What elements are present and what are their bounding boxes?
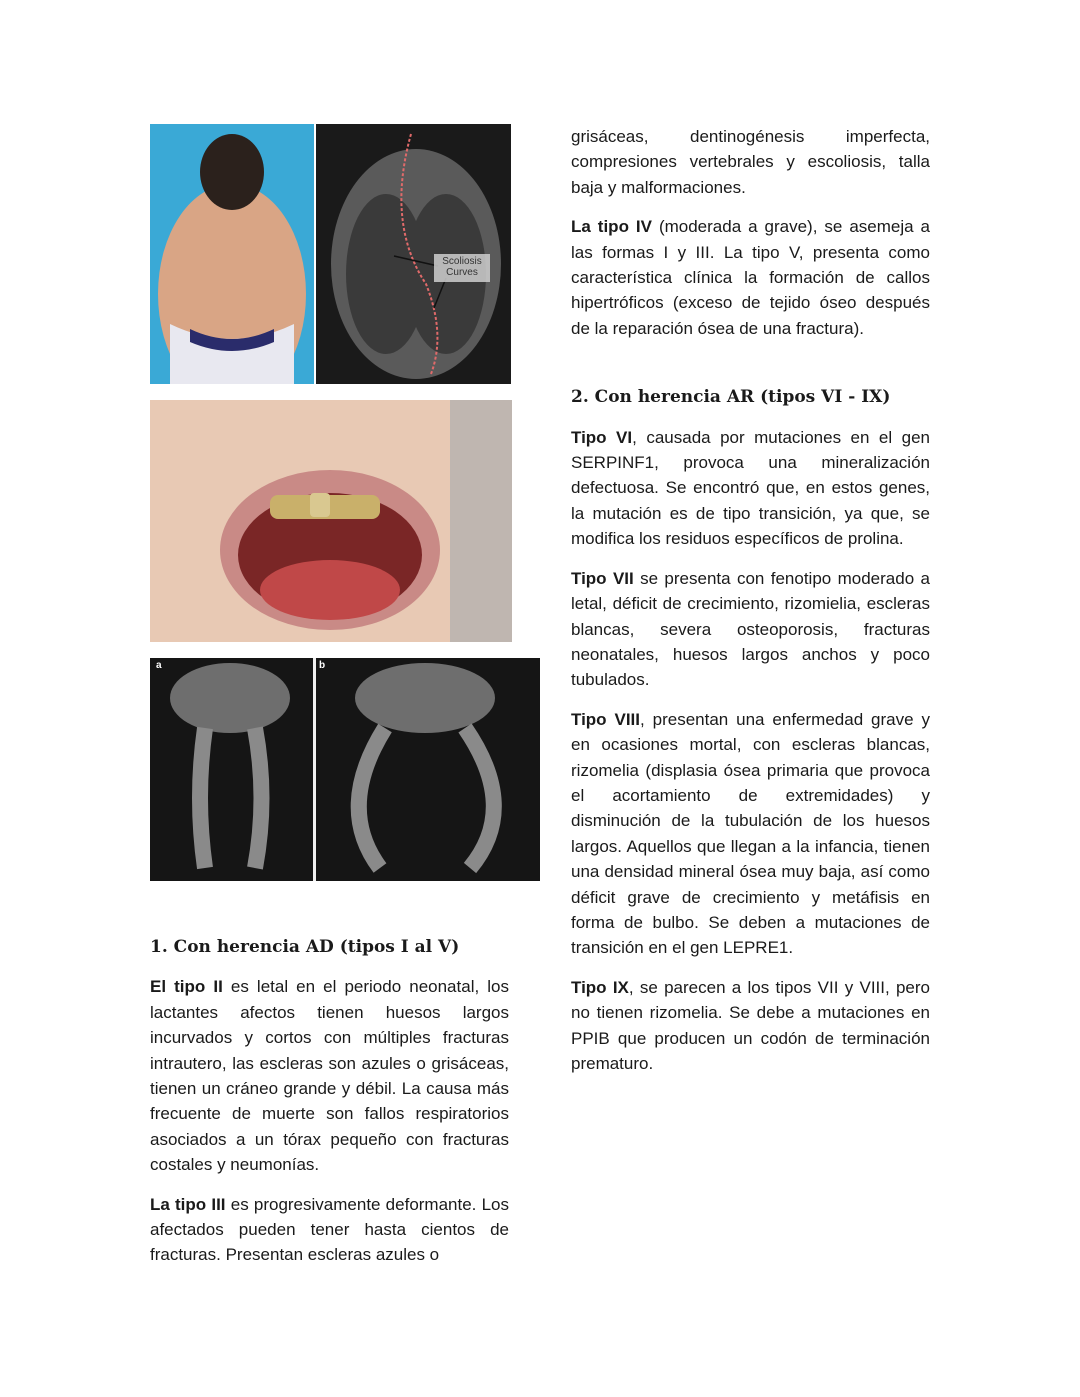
paragraph-tipo-vi [571, 425, 930, 552]
term-tipo-viii: Tipo VIII [571, 709, 640, 729]
term-tipo-ii: El tipo II [150, 977, 223, 997]
text-tipo-vii: se presenta con fenotipo moderado a letal, déficit de crecimiento, rizomielia, escleras blancas, severa osteoporosis, fracturas neonatales, huesos largos anchos y poco tubulados. [571, 568, 930, 690]
text-tipo-vi: , causada por mutaciones en el gen SERPINF1, provoca una mineralización defectuosa. Se encontró que, en estos genes, la mutación es de tipo transición, ya que, se modifica los residuos específicos de prolina. [571, 427, 931, 549]
left-column [150, 935, 509, 1282]
paragraph-tipo-iv [571, 214, 930, 341]
paragraph-tipo-vii [571, 566, 930, 693]
paragraph-continuation: grisáceas, dentinogénesis imperfecta, compresiones vertebrales y escoliosis, talla baja y malformaciones. [571, 127, 930, 197]
section-heading-ad: 1. Con herencia AD (tipos I al V) [150, 937, 460, 957]
term-tipo-vi: Tipo VI [571, 427, 633, 447]
scoliosis-xray [316, 124, 511, 384]
text-tipo-iv: (moderada a grave), se asemeja a las formas I y III. La tipo V, presenta como característica clínica la formación de callos hipertróficos (exceso de tejido óseo después de la reparación ósea de una fractura). [571, 217, 930, 338]
legs-xray [150, 658, 540, 881]
term-tipo-vii: Tipo VII [571, 568, 634, 588]
term-tipo-ix: Tipo IX [571, 977, 629, 997]
scoliosis-curves-label: Scoliosis Curves [442, 256, 482, 278]
text-tipo-ii: es letal en el periodo neonatal, los lactantes afectos tienen huesos largos incurvados y cortos con múltiples fracturas intrautero, las escleras son azules o grisáceas, tienen un cráneo grande y débil. La causa más frecuente de muerte son fallos respiratorios asociados a un tórax pequeño con fracturas costales y neumonías. [150, 977, 509, 1175]
paragraph-tipo-viii [571, 707, 930, 961]
paragraph-tipo-ii [150, 974, 509, 1177]
paragraph-tipo-iii [150, 1192, 509, 1268]
text-tipo-ix: , se parecen a los tipos VII y VIII, pero no tienen rizomelia. Se debe a mutaciones en PPIB que producen un codón de terminación prematuro. [571, 977, 931, 1073]
child-back-photo [150, 124, 314, 384]
panel-b-label: b [319, 660, 326, 671]
text-tipo-iii: es progresivamente deformante. Los afectados pueden tener hasta cientos de fracturas. Presentan escleras azules o [150, 1194, 509, 1265]
paragraph-tipo-ix [571, 975, 930, 1077]
term-tipo-iii: La tipo III [150, 1194, 226, 1214]
section-heading-ar: 2. Con herencia AR (tipos VI - IX) [571, 387, 891, 408]
text-tipo-viii: , presentan una enfermedad grave y en ocasiones mortal, con escleras blancas, rizomelia (displasia ósea primaria que provoca el acortamiento de extremidades) y disminución de la tubulación de los huesos largos. Aquellos que llegan a la infancia, tienen una densidad mineral ósea muy baja, así como déficit grave de crecimiento y metáfisis en forma de bulbo. Se deben a mutaciones de transición en el gen LEPRE1. [571, 709, 930, 958]
dentinogenesis-teeth-photo [150, 400, 512, 642]
right-column [571, 124, 930, 1090]
term-tipo-iv: La tipo IV [571, 217, 652, 237]
panel-a-label: a [156, 660, 162, 671]
